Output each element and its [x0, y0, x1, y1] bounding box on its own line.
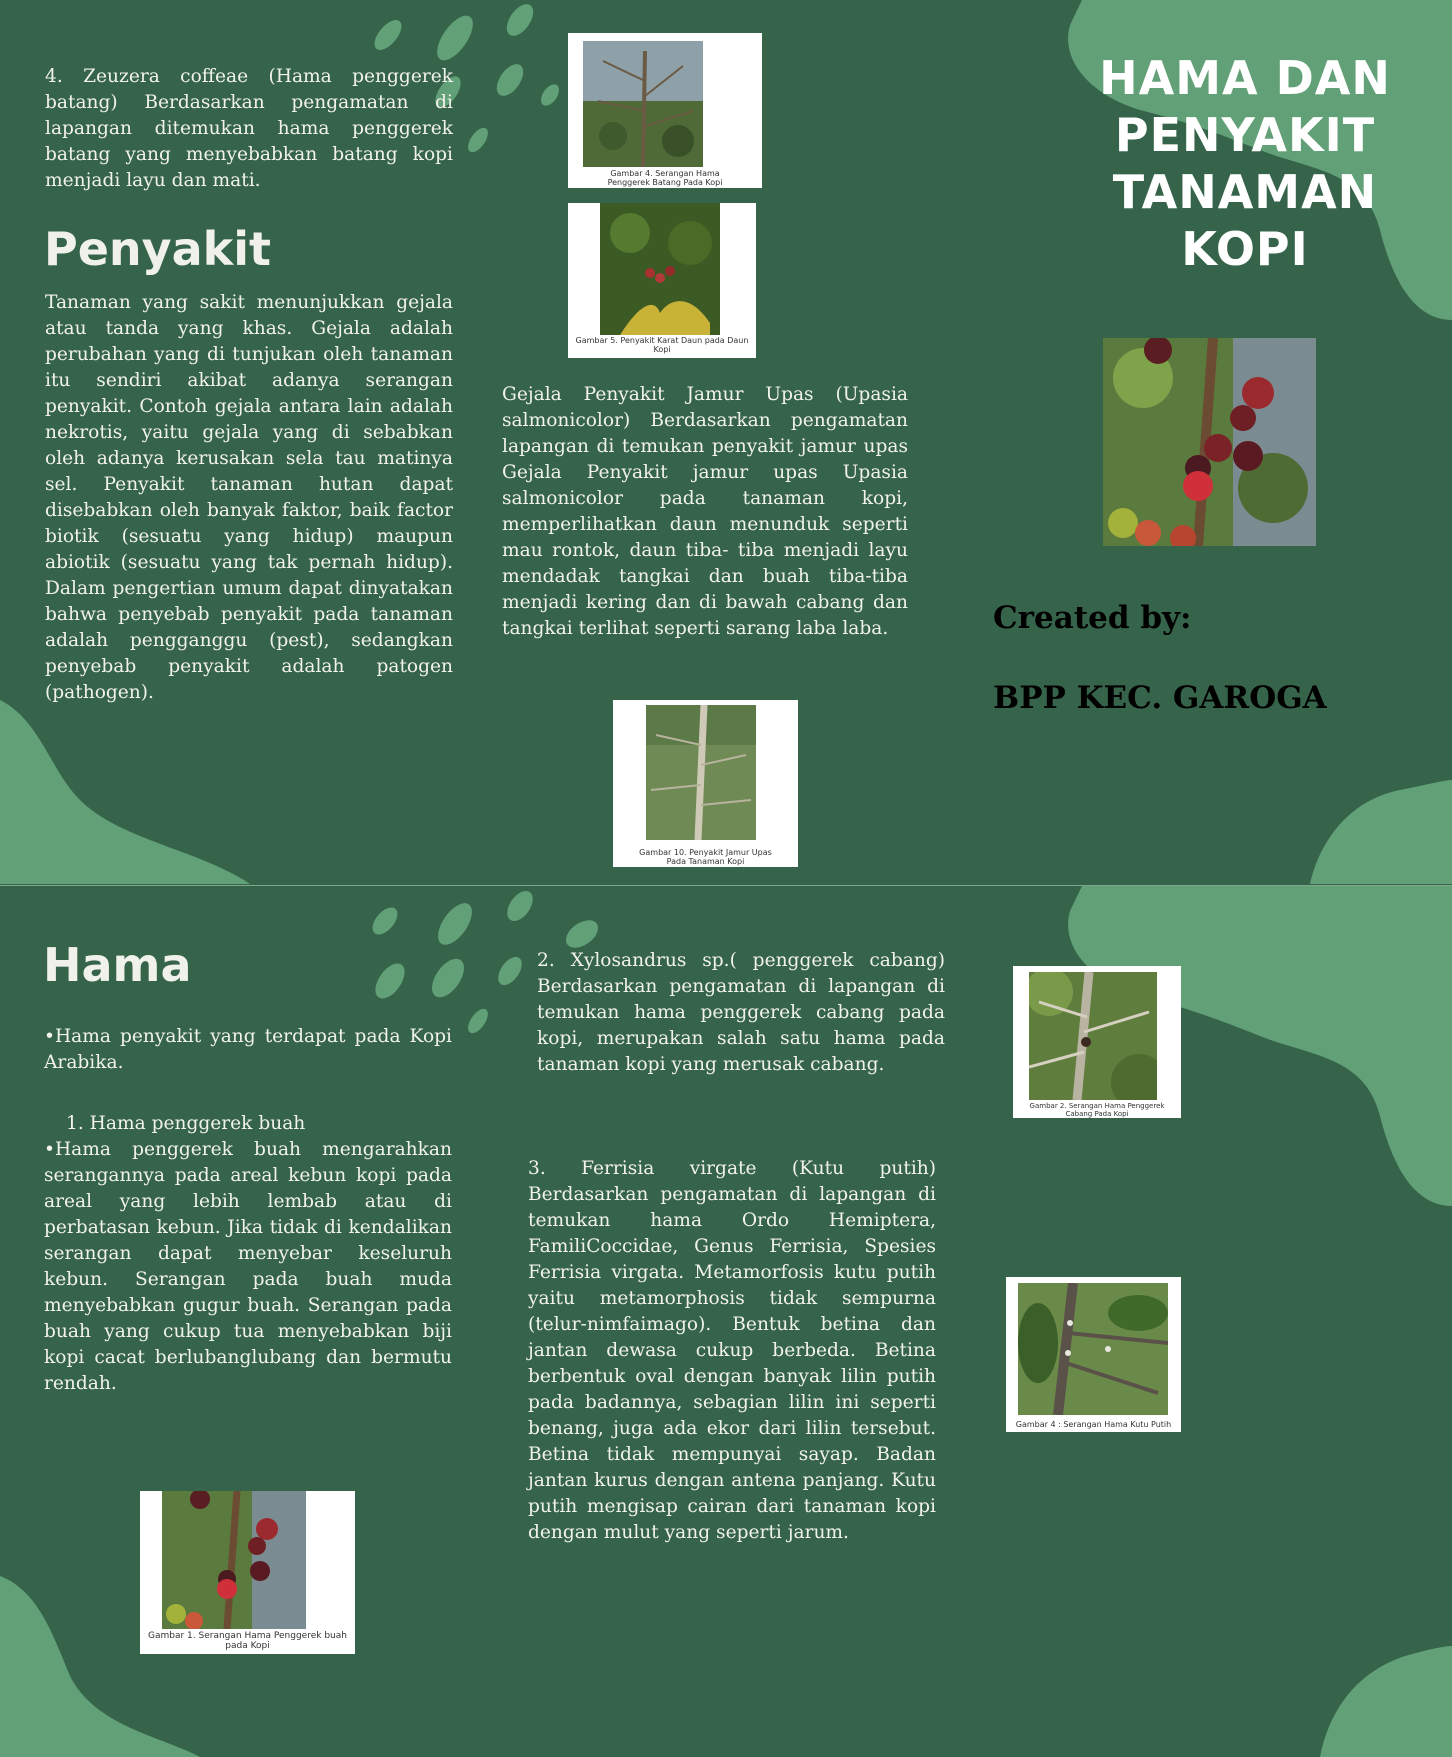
caption-gambar4: Gambar 4. Serangan Hama Penggerek Batang Pada Kopi — [607, 169, 723, 187]
created-by-label: Created by: — [993, 600, 1192, 636]
coffee-fruit-borer-photo-icon — [162, 1491, 306, 1629]
upas-paragraph: Gejala Penyakit Jamur Upas (Upasia salmonicolor) Berdasarkan pengamatan lapangan di temukan penyakit jamur upas Gejala Penyakit jamur upas Upasia salmonicolor pada tanaman kopi, memperlihatkan daun menunduk seperti mau rontok, daun tiba- tiba menjadi layu mendadak tangkai dan buah tiba-tiba menjadi kering dan di bawah cabang dan tangkai terlihat seperti sarang laba laba. — [502, 384, 908, 639]
hama-buah-paragraph: •Hama penggerek buah mengarahkan serangannya pada areal kebun kopi pada areal yang lebih lembab atau di perbatasan kebun. Jika tidak di kendalikan serangan dapat menyebar keseluruh kebun. Serangan pada buah muda menyebabkan gugur buah. Serangan pada buah yang cukup tua menyebabkan biji kopi cacat berlubanglubang dan bermutu rendah. — [44, 1139, 452, 1394]
photo-jamur-upas — [613, 700, 798, 867]
caption-gambar10: Gambar 10. Penyakit Jamur Upas Pada Tanaman Kopi — [639, 848, 772, 866]
caption-gambar4b: Gambar 4 : Serangan Hama Kutu Putih — [1015, 1420, 1172, 1429]
author-name: BPP KEC. GAROGA — [993, 680, 1327, 716]
coffee-jamur-upas-photo-icon — [646, 705, 756, 840]
penyakit-paragraph: Tanaman yang sakit menunjukkan gejala atau tanda yang khas. Gejala adalah perubahan yang di tunjukan oleh tanaman itu sendiri akibat adanya serangan penyakit. Contoh gejala antara lain adalah nekrotis, yaitu gejala yang di sebabkan oleh adanya kerusakan sela tau matinya sel. Penyakit tanaman hutan dapat disebabkan oleh banyak faktor, baik factor biotik (sesuatu yang hidup) maupun abiotik (sesuatu yang tak pernah hidup). Dalam pengertian umum dapat dinyatakan bahwa penyebab penyakit pada tanaman adalah pengganggu (pest), sedangkan penyebab penyakit adalah patogen (pathogen). — [45, 292, 453, 703]
photo-leaf-rust — [568, 203, 756, 358]
penyakit-heading: Penyakit — [44, 222, 272, 276]
brochure-title: HAMA DAN PENYAKIT TANAMAN KOPI — [1099, 51, 1391, 276]
brochure-panel-bottom — [0, 885, 1452, 1757]
zeuzera-paragraph: 4. Zeuzera coffeae (Hama penggerek batang) Berdasarkan pengamatan di lapangan ditemukan hama penggerek batang yang menyebabkan batang kopi menjadi layu dan mati. — [45, 66, 453, 191]
caption-gambar2: Gambar 2. Serangan Hama Penggerek Cabang Pada Kopi — [1029, 1102, 1165, 1118]
coffee-cherries-photo-icon — [1103, 338, 1316, 546]
hama-heading: Hama — [43, 938, 192, 992]
photo-mealybug — [1006, 1277, 1181, 1432]
coffee-stem-photo-icon — [583, 41, 703, 167]
hama-intro-paragraph: •Hama penyakit yang terdapat pada Kopi Arabika. — [44, 1026, 452, 1073]
photo-stem-borer — [568, 33, 762, 188]
photo-branch-borer — [1013, 966, 1181, 1118]
caption-gambar1: Gambar 1. Serangan Hama Penggerek buah pada Kopi — [148, 1631, 347, 1651]
xylosandrus-paragraph: 2. Xylosandrus sp.( penggerek cabang) Berdasarkan pengamatan di lapangan di temukan hama penggerek cabang pada kopi, merupakan salah satu hama pada tanaman kopi yang merusak cabang. — [537, 950, 945, 1075]
ferrisia-paragraph: 3. Ferrisia virgate (Kutu putih) Berdasarkan pengamatan di lapangan di temukan hama Ordo Hemiptera, FamiliCoccidae, Genus Ferrisia, Spesies Ferrisia virgata. Metamorfosis kutu putih yaitu metamorphosis tidak sempurna (telur-nimfaimago). Bentuk betina dan jantan dewasa cukup berbeda. Betina berbentuk oval dengan banyak lilin putih pada badannya, sebagian lilin ini seperti benang, juga ada ekor dari lilin tersebut. Betina tidak mempunyai sayap. Badan jantan kurus dengan antena panjang. Kutu putih mengisap cairan dari tanaman kopi dengan mulut yang seperti jarum. — [528, 1158, 936, 1543]
photo-coffee-cherries — [1103, 338, 1316, 546]
photo-fruit-borer — [140, 1491, 355, 1654]
coffee-branch-borer-photo-icon — [1029, 972, 1157, 1100]
coffee-mealybug-photo-icon — [1018, 1283, 1168, 1415]
hama-buah-title: 1. Hama penggerek buah — [66, 1113, 306, 1134]
decorative-blob-bottom-bottom-right — [1320, 1646, 1452, 1757]
coffee-leaf-rust-photo-icon — [600, 203, 720, 335]
decorative-blob-top-bottom-left — [0, 700, 250, 884]
decorative-blob-top-bottom-right — [1310, 780, 1452, 884]
caption-gambar5: Gambar 5. Penyakit Karat Daun pada Daun Kopi — [575, 336, 749, 354]
